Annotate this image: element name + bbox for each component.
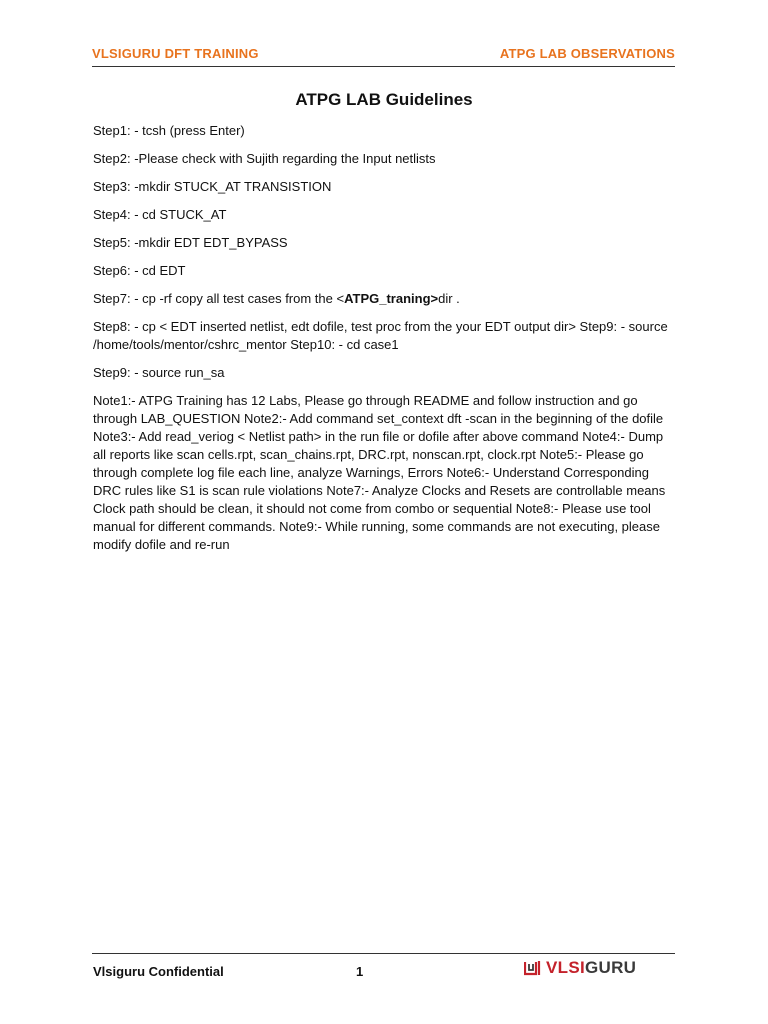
- document-title: ATPG LAB Guidelines: [295, 90, 473, 109]
- logo-wordmark: [546, 958, 636, 978]
- step-4: Step4: - cd STUCK_AT: [93, 207, 227, 222]
- footer-confidential: Vlsiguru Confidential: [93, 964, 224, 979]
- step-6: Step6: - cd EDT: [93, 263, 186, 278]
- footer-divider: [92, 953, 675, 954]
- document-body: [93, 122, 668, 554]
- step-7-bold-dir: ATPG_traning>: [344, 291, 439, 306]
- step-3: Step3: -mkdir STUCK_AT TRANSISTION: [93, 179, 332, 194]
- page-number: 1: [356, 964, 364, 979]
- step-9: Step9: - source run_sa: [93, 365, 225, 380]
- step-2: Step2: -Please check with Sujith regarding the Input netlists: [93, 151, 436, 166]
- step-7-suffix: dir .: [438, 291, 460, 306]
- header-divider: [92, 66, 675, 67]
- logo-text-guru: GURU: [585, 958, 637, 977]
- step-8: Step8: - cp < EDT inserted netlist, edt dofile, test proc from the your EDT output dir> Step9: - source /home/tools/mentor/cshrc_mentor Step10: - cd case1: [93, 319, 668, 352]
- step-7-prefix: Step7: - cp -rf copy all test cases from the <: [93, 291, 345, 306]
- vlsiguru-logo-icon: [524, 960, 542, 976]
- logo-text-vlsi: VLSI: [546, 958, 585, 977]
- vlsiguru-logo: [524, 958, 636, 978]
- page-header: [92, 44, 675, 62]
- step-5: Step5: -mkdir EDT EDT_BYPASS: [93, 235, 288, 250]
- step-1: Step1: - tcsh (press Enter): [93, 123, 245, 138]
- step-7: [93, 290, 668, 308]
- notes-paragraph: Note1:- ATPG Training has 12 Labs, Please go through README and follow instruction and go through LAB_QUESTION Note2:- Add command set_context dft -scan in the beginning of the dofile Note3:- Add read_veriog < Netlist path> in the run file or dofile after above command Note4:- Dump all reports like scan cells.rpt, scan_chains.rpt, DRC.rpt, nonscan.rpt, clock.rpt Note5:- Please go through complete log file each line, analyze Warnings, Errors Note6:- Understand Corresponding DRC rules like S1 is scan rule violations Note7:- Analyze Clocks and Resets are controllable means Clock path should be clean, it should not come from combo or sequential Note8:- Please use tool manual for different commands. Note9:- While running, some commands are not executing, please modify dofile and re-run: [93, 393, 666, 552]
- header-right-title: ATPG LAB OBSERVATIONS: [499, 45, 675, 61]
- header-left-title: VLSIGURU DFT TRAINING: [92, 45, 259, 61]
